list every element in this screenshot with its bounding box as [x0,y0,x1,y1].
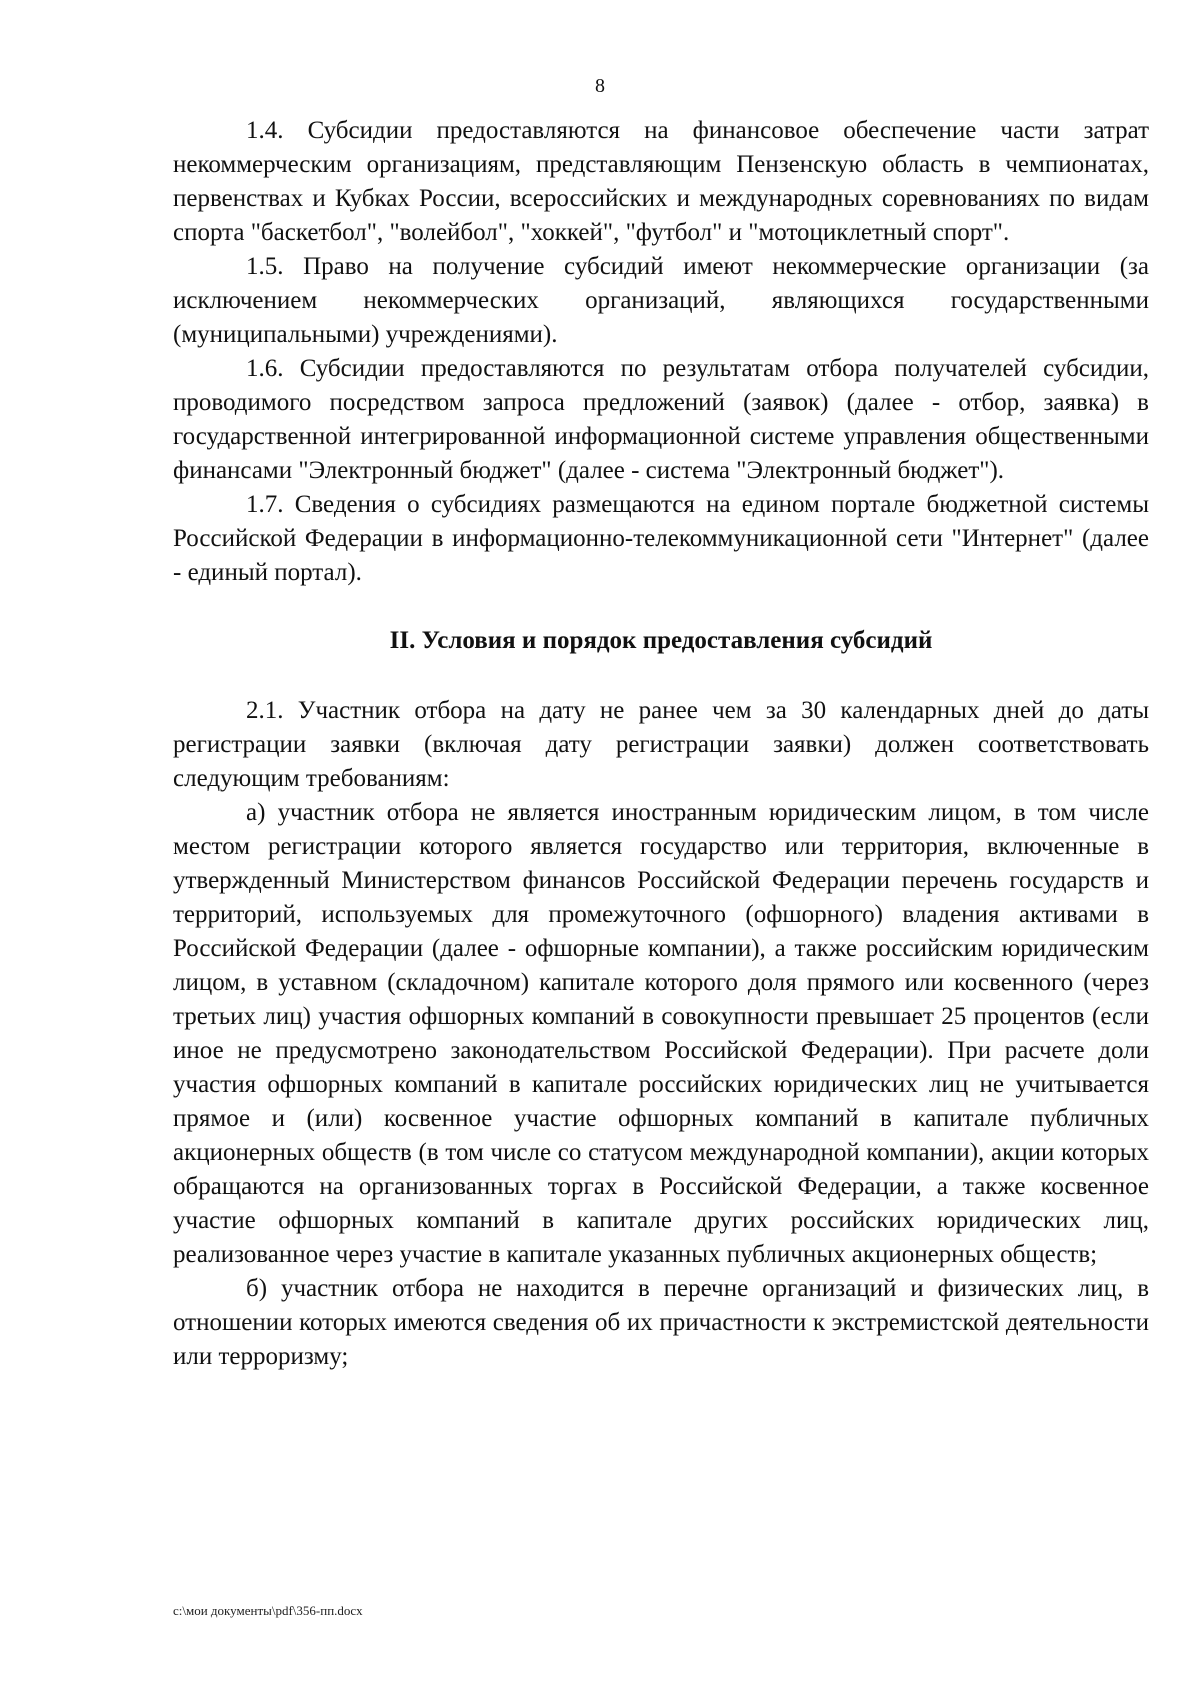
section-spacer-bottom [173,658,1149,694]
paragraph-2-1: 2.1. Участник отбора на дату не ранее чем за 30 календарных дней до даты регистрации заявки (включая дату регистрации заявки) должен соответствовать следующим требованиям: [173,697,1149,792]
section-heading: II. Условия и порядок предоставления субсидий [389,627,933,654]
paragraph-2-1-a: а) участник отбора не является иностранным юридическим лицом, в том числе местом регистрации которого является государство или территория, включенные в утвержденный Министерством финансов Российской Федерации перечень государств и территорий, используемых для промежуточного (офшорного) владения активами в Российской Федерации (далее - офшорные компании), а также российским юридическим лицом, в уставном (складочном) капитале которого доля прямого или косвенного (через третьих лиц) участия офшорных компаний в совокупности превышает 25 процентов (если иное не предусмотрено законодательством Российской Федерации). При расчете доли участия офшорных компаний в капитале российских юридических лиц не учитывается прямое и (или) косвенное участие офшорных компаний в капитале публичных акционерных обществ (в том числе со статусом международной компании), акции которых обращаются на организованных торгах в Российской Федерации, а также косвенное участие офшорных компаний в капитале других российских юридических лиц, реализованное через участие в капитале указанных публичных акционерных обществ; [173,799,1149,1268]
page-number: 8 [595,75,605,97]
footer-file-path: c:\мои документы\pdf\356-пп.docx [173,1603,363,1618]
paragraph-1-6: 1.6. Субсидии предоставляются по результатам отбора получателей субсидии, проводимого посредством запроса предложений (заявок) (далее - отбор, заявка) в государственной интегрированной информационной системе управления общественными финансами "Электронный бюджет" (далее - система "Электронный бюджет"). [173,355,1149,484]
paragraph-2-1-b: б) участник отбора не находится в перечне организаций и физических лиц, в отношении которых имеются сведения об их причастности к экстремистской деятельности или терроризму; [173,1275,1149,1370]
paragraph-1-4: 1.4. Субсидии предоставляются на финансовое обеспечение части затрат некоммерческим организациям, представляющим Пензенскую область в чемпионатах, первенствах и Кубках России, всероссийских и международных соревнованиях по видам спорта "баскетбол", "волейбол", "хоккей", "футбол" и "мотоциклетный спорт". [173,117,1149,246]
document-body [173,114,1149,1374]
paragraph-1-7: 1.7. Сведения о субсидиях размещаются на едином портале бюджетной системы Российской Федерации в информационно-телекоммуникационной сети "Интернет" (далее - единый портал). [173,491,1149,586]
section-spacer-top [173,590,1149,624]
paragraph-1-5: 1.5. Право на получение субсидий имеют некоммерческие организации (за исключением некоммерческих организаций, являющихся государственными (муниципальными) учреждениями). [173,253,1149,348]
